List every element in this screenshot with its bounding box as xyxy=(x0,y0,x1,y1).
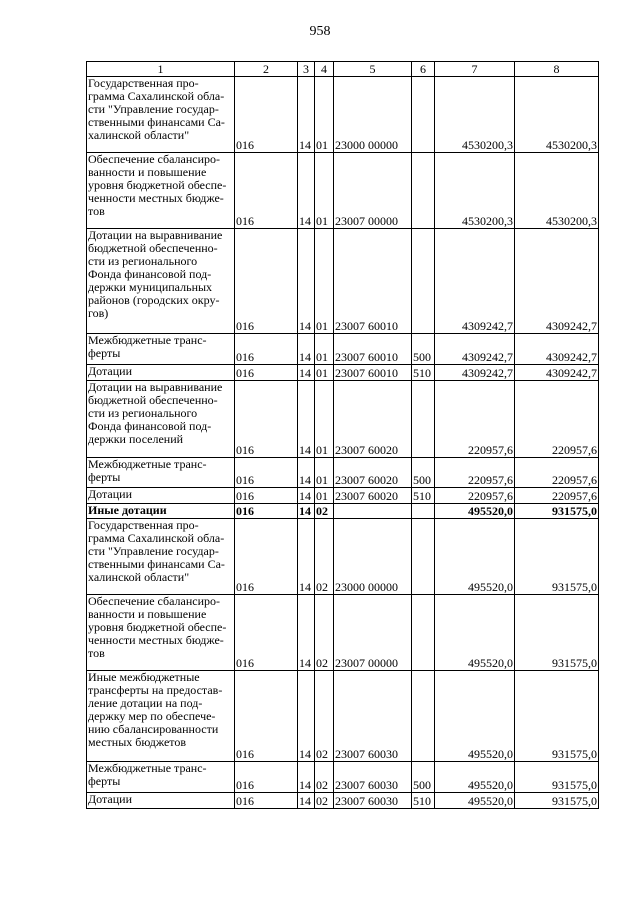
table-row xyxy=(87,519,599,595)
table-row xyxy=(87,381,599,458)
row-col-8-cell: 4309242,7 xyxy=(515,365,599,381)
header-col-1: 1 xyxy=(87,62,235,77)
row-col-2-cell: 016 xyxy=(235,793,298,809)
row-col-6-cell: 510 xyxy=(412,365,435,381)
row-col-6-cell xyxy=(412,519,435,595)
table-row xyxy=(87,504,599,519)
row-col-7-cell: 495520,0 xyxy=(435,671,515,762)
row-col-7-cell: 4309242,7 xyxy=(435,365,515,381)
row-col-4-cell: 01 xyxy=(315,365,334,381)
header-col-2: 2 xyxy=(235,62,298,77)
row-col-7-cell: 4309242,7 xyxy=(435,229,515,334)
row-name-cell: Государственная про- грамма Сахалинской обла- сти "Управление государ- ственными финансами Са- халинской области" xyxy=(87,77,235,153)
header-col-4: 4 xyxy=(315,62,334,77)
row-col-3-cell: 14 xyxy=(298,77,315,153)
row-col-5-cell: 23007 60030 xyxy=(334,671,412,762)
row-col-2-cell: 016 xyxy=(235,77,298,153)
row-col-3-cell: 14 xyxy=(298,458,315,488)
row-name-cell: Межбюджетные транс- ферты xyxy=(87,762,235,793)
row-col-5-cell: 23007 00000 xyxy=(334,595,412,671)
row-col-4-cell: 02 xyxy=(315,793,334,809)
row-name-cell: Дотации xyxy=(87,365,235,381)
row-col-5-cell xyxy=(334,504,412,519)
row-col-8-cell: 220957,6 xyxy=(515,381,599,458)
row-col-5-cell: 23007 60030 xyxy=(334,762,412,793)
row-col-3-cell: 14 xyxy=(298,595,315,671)
row-col-5-cell: 23007 60020 xyxy=(334,381,412,458)
row-col-8-cell: 931575,0 xyxy=(515,793,599,809)
row-col-8-cell: 931575,0 xyxy=(515,504,599,519)
row-name-cell: Иные дотации xyxy=(87,504,235,519)
row-col-8-cell: 931575,0 xyxy=(515,762,599,793)
row-col-7-cell: 4530200,3 xyxy=(435,77,515,153)
row-col-7-cell: 4309242,7 xyxy=(435,334,515,365)
row-col-3-cell: 14 xyxy=(298,365,315,381)
row-col-6-cell: 500 xyxy=(412,762,435,793)
table-row xyxy=(87,793,599,809)
budget-table xyxy=(86,61,599,809)
table-row xyxy=(87,762,599,793)
row-col-6-cell: 510 xyxy=(412,488,435,504)
row-col-2-cell: 016 xyxy=(235,153,298,229)
row-col-3-cell: 14 xyxy=(298,504,315,519)
row-col-8-cell: 931575,0 xyxy=(515,671,599,762)
row-col-6-cell: 510 xyxy=(412,793,435,809)
row-col-6-cell xyxy=(412,504,435,519)
table-row xyxy=(87,229,599,334)
row-col-5-cell: 23007 60020 xyxy=(334,458,412,488)
row-name-cell: Государственная про- грамма Сахалинской обла- сти "Управление государ- ственными финансами Са- халинской области" xyxy=(87,519,235,595)
row-name-cell: Иные межбюджетные трансферты на предостав- ление дотации на под- держку мер по обеспече- нию сбалансированности местных бюджетов xyxy=(87,671,235,762)
row-col-3-cell: 14 xyxy=(298,519,315,595)
row-col-2-cell: 016 xyxy=(235,762,298,793)
row-col-8-cell: 220957,6 xyxy=(515,458,599,488)
row-col-5-cell: 23007 60010 xyxy=(334,334,412,365)
row-col-5-cell: 23007 60010 xyxy=(334,229,412,334)
row-col-7-cell: 495520,0 xyxy=(435,762,515,793)
row-name-cell: Межбюджетные транс- ферты xyxy=(87,458,235,488)
row-col-6-cell: 500 xyxy=(412,334,435,365)
row-col-4-cell: 01 xyxy=(315,334,334,365)
row-col-8-cell: 931575,0 xyxy=(515,519,599,595)
header-col-5: 5 xyxy=(334,62,412,77)
row-col-2-cell: 016 xyxy=(235,595,298,671)
row-col-4-cell: 01 xyxy=(315,229,334,334)
row-col-4-cell: 01 xyxy=(315,153,334,229)
row-name-cell: Обеспечение сбалансиро- ванности и повышение уровня бюджетной обеспе- ченности местных бюдже- тов xyxy=(87,153,235,229)
row-col-6-cell xyxy=(412,595,435,671)
row-name-cell: Дотации на выравнивание бюджетной обеспеченно- сти из регионального Фонда финансовой под- держки муниципальных районов (городских окру- гов) xyxy=(87,229,235,334)
row-col-8-cell: 4309242,7 xyxy=(515,334,599,365)
table-body xyxy=(87,77,599,809)
row-col-4-cell: 01 xyxy=(315,381,334,458)
table-row xyxy=(87,595,599,671)
row-name-cell: Обеспечение сбалансиро- ванности и повышение уровня бюджетной обеспе- ченности местных бюдже- тов xyxy=(87,595,235,671)
row-col-5-cell: 23007 00000 xyxy=(334,153,412,229)
header-col-7: 7 xyxy=(435,62,515,77)
table-row xyxy=(87,488,599,504)
row-col-7-cell: 495520,0 xyxy=(435,519,515,595)
row-name-cell: Дотации на выравнивание бюджетной обеспеченно- сти из регионального Фонда финансовой под- держки поселений xyxy=(87,381,235,458)
row-col-5-cell: 23007 60010 xyxy=(334,365,412,381)
row-col-3-cell: 14 xyxy=(298,334,315,365)
row-col-3-cell: 14 xyxy=(298,488,315,504)
row-name-cell: Дотации xyxy=(87,793,235,809)
row-col-3-cell: 14 xyxy=(298,381,315,458)
row-col-2-cell: 016 xyxy=(235,458,298,488)
row-col-3-cell: 14 xyxy=(298,793,315,809)
row-col-4-cell: 01 xyxy=(315,488,334,504)
row-col-7-cell: 495520,0 xyxy=(435,793,515,809)
row-col-7-cell: 495520,0 xyxy=(435,595,515,671)
header-col-6: 6 xyxy=(412,62,435,77)
row-name-cell: Дотации xyxy=(87,488,235,504)
row-col-8-cell: 220957,6 xyxy=(515,488,599,504)
row-col-3-cell: 14 xyxy=(298,153,315,229)
table-row xyxy=(87,153,599,229)
table-header-row xyxy=(87,62,599,77)
row-col-7-cell: 220957,6 xyxy=(435,488,515,504)
row-col-6-cell xyxy=(412,229,435,334)
row-col-2-cell: 016 xyxy=(235,488,298,504)
row-col-6-cell xyxy=(412,381,435,458)
row-col-4-cell: 02 xyxy=(315,762,334,793)
row-col-4-cell: 01 xyxy=(315,458,334,488)
row-col-4-cell: 02 xyxy=(315,519,334,595)
row-col-4-cell: 02 xyxy=(315,671,334,762)
row-col-8-cell: 4530200,3 xyxy=(515,77,599,153)
row-col-4-cell: 01 xyxy=(315,77,334,153)
row-col-4-cell: 02 xyxy=(315,595,334,671)
row-col-7-cell: 495520,0 xyxy=(435,504,515,519)
table-row xyxy=(87,671,599,762)
row-col-3-cell: 14 xyxy=(298,762,315,793)
row-col-5-cell: 23000 00000 xyxy=(334,77,412,153)
row-col-2-cell: 016 xyxy=(235,519,298,595)
row-col-3-cell: 14 xyxy=(298,671,315,762)
row-col-5-cell: 23007 60020 xyxy=(334,488,412,504)
row-col-2-cell: 016 xyxy=(235,381,298,458)
row-col-6-cell xyxy=(412,671,435,762)
row-col-2-cell: 016 xyxy=(235,365,298,381)
row-col-5-cell: 23000 00000 xyxy=(334,519,412,595)
table-row xyxy=(87,77,599,153)
row-col-8-cell: 4530200,3 xyxy=(515,153,599,229)
row-col-7-cell: 4530200,3 xyxy=(435,153,515,229)
row-col-6-cell xyxy=(412,77,435,153)
page-number: 958 xyxy=(309,24,331,39)
row-col-7-cell: 220957,6 xyxy=(435,458,515,488)
table-row xyxy=(87,334,599,365)
row-col-7-cell: 220957,6 xyxy=(435,381,515,458)
row-col-4-cell: 02 xyxy=(315,504,334,519)
header-col-8: 8 xyxy=(515,62,599,77)
row-col-2-cell: 016 xyxy=(235,671,298,762)
row-col-6-cell: 500 xyxy=(412,458,435,488)
row-col-8-cell: 4309242,7 xyxy=(515,229,599,334)
table-row xyxy=(87,365,599,381)
row-col-3-cell: 14 xyxy=(298,229,315,334)
row-col-6-cell xyxy=(412,153,435,229)
row-name-cell: Межбюджетные транс- ферты xyxy=(87,334,235,365)
row-col-5-cell: 23007 60030 xyxy=(334,793,412,809)
row-col-8-cell: 931575,0 xyxy=(515,595,599,671)
row-col-2-cell: 016 xyxy=(235,334,298,365)
row-col-2-cell: 016 xyxy=(235,229,298,334)
header-col-3: 3 xyxy=(298,62,315,77)
row-col-2-cell: 016 xyxy=(235,504,298,519)
table-row xyxy=(87,458,599,488)
